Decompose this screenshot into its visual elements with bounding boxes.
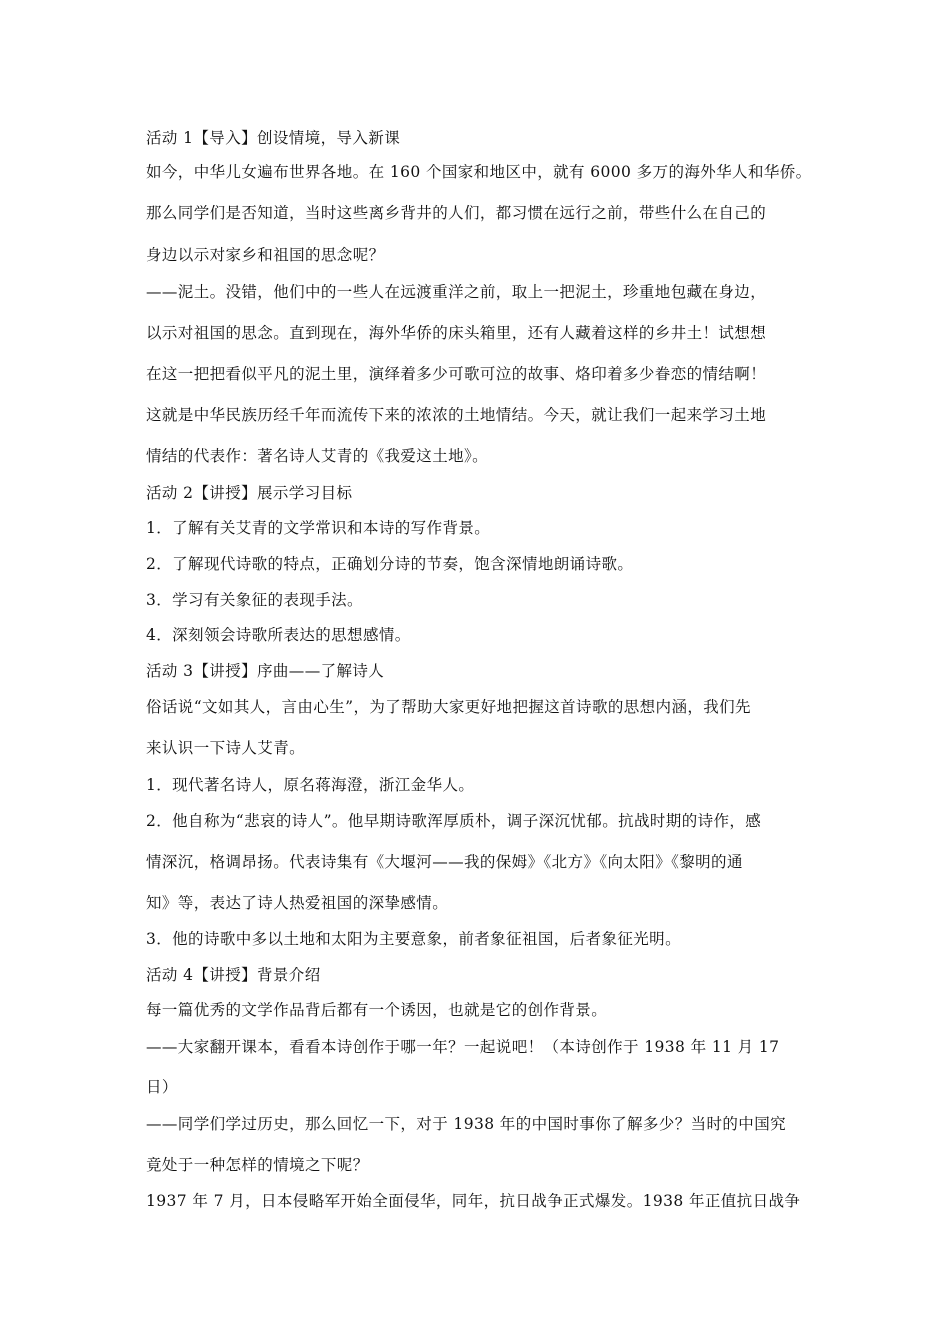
- paragraph-line: 情结的代表作：著名诗人艾青的《我爱这土地》。: [146, 447, 489, 465]
- list-item: 2．他自称为“悲哀的诗人”。他早期诗歌浑厚质朴，调子深沉忧郁。抗战时期的诗作，感: [146, 812, 762, 830]
- paragraph-line: 如今，中华儿女遍布世界各地。在 160 个国家和地区中，就有 6000 多万的海外华人和华侨。: [146, 163, 812, 181]
- paragraph-line: 每一篇优秀的文学作品背后都有一个诱因，也就是它的创作背景。: [146, 1001, 608, 1019]
- activity-2-heading: 活动 2【讲授】展示学习目标: [146, 484, 353, 502]
- paragraph-line: 身边以示对家乡和祖国的思念呢？: [146, 246, 385, 264]
- paragraph-line: 这就是中华民族历经千年而流传下来的浓浓的土地情结。今天，就让我们一起来学习土地: [146, 406, 767, 424]
- list-item: 3．他的诗歌中多以土地和太阳为主要意象，前者象征祖国，后者象征光明。: [146, 930, 681, 948]
- list-item: 3．学习有关象征的表现手法。: [146, 591, 363, 609]
- paragraph-line: 日）: [146, 1078, 178, 1096]
- paragraph-line: ——同学们学过历史，那么回忆一下，对于 1938 年的中国时事你了解多少？当时的中国究: [146, 1115, 787, 1133]
- paragraph-line: 1937 年 7 月，日本侵略军开始全面侵华，同年，抗日战争正式爆发。1938 年正值抗日战争: [146, 1192, 801, 1210]
- paragraph-line: 情深沉，格调昂扬。代表诗集有《大堰河——我的保姆》《北方》《向太阳》《黎明的通: [146, 853, 743, 871]
- list-item: 1．现代著名诗人，原名蒋海澄，浙江金华人。: [146, 776, 475, 794]
- paragraph-line: ——大家翻开课本，看看本诗创作于哪一年？一起说吧！（本诗创作于 1938 年 11 月 17: [146, 1038, 780, 1056]
- list-item: 1．了解有关艾青的文学常识和本诗的写作背景。: [146, 519, 491, 537]
- paragraph-line: 竟处于一种怎样的情境之下呢？: [146, 1156, 369, 1174]
- activity-1-heading: 活动 1【导入】创设情境，导入新课: [146, 129, 401, 147]
- paragraph-line: 那么同学们是否知道，当时这些离乡背井的人们，都习惯在远行之前，带些什么在自己的: [146, 204, 767, 222]
- paragraph-line: ——泥土。没错，他们中的一些人在远渡重洋之前，取上一把泥土，珍重地包藏在身边，: [146, 283, 767, 301]
- paragraph-line: 俗话说“文如其人，言由心生”，为了帮助大家更好地把握这首诗歌的思想内涵，我们先: [146, 698, 751, 716]
- paragraph-line: 来认识一下诗人艾青。: [146, 739, 306, 757]
- activity-3-heading: 活动 3【讲授】序曲——了解诗人: [146, 662, 385, 680]
- activity-4-heading: 活动 4【讲授】背景介绍: [146, 966, 321, 984]
- paragraph-line: 在这一把把看似平凡的泥土里，演绎着多少可歌可泣的故事、烙印着多少眷恋的情结啊！: [146, 365, 767, 383]
- list-item: 4．深刻领会诗歌所表达的思想感情。: [146, 626, 411, 644]
- paragraph-line: 以示对祖国的思念。直到现在，海外华侨的床头箱里，还有人藏着这样的乡井土！试想想: [146, 324, 767, 342]
- list-item: 2．了解现代诗歌的特点，正确划分诗的节奏，饱含深情地朗诵诗歌。: [146, 555, 634, 573]
- paragraph-line: 知》等，表达了诗人热爱祖国的深挚感情。: [146, 894, 449, 912]
